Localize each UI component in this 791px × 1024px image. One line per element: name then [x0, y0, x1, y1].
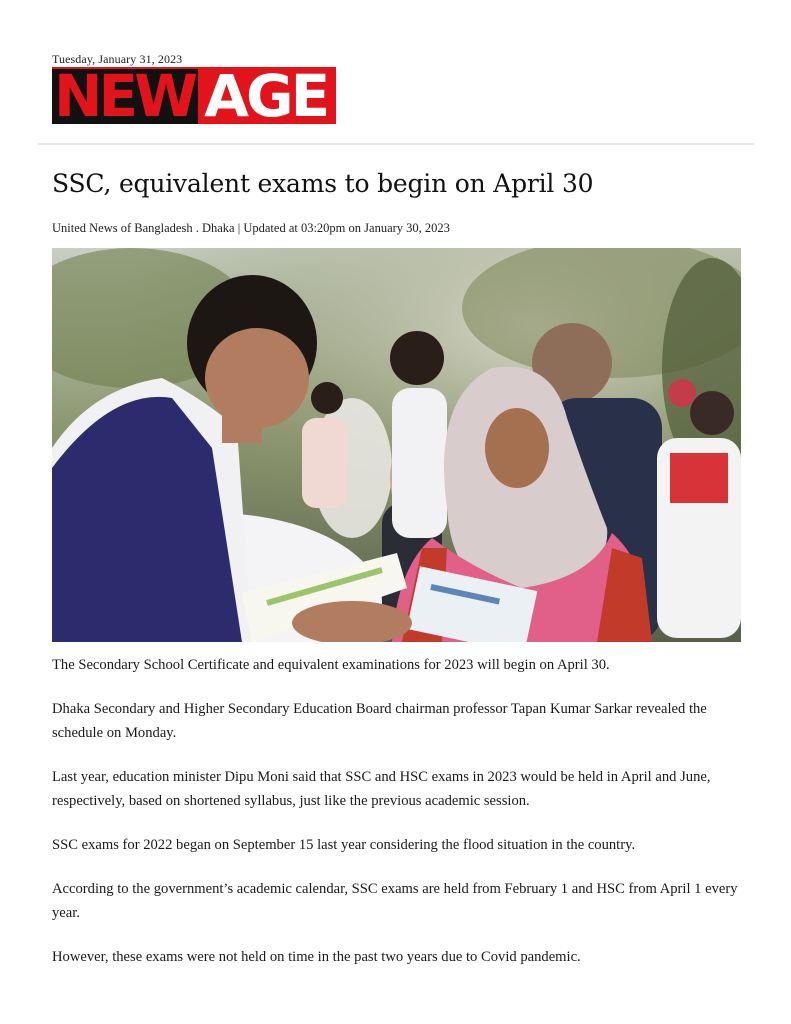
- header-divider: [38, 143, 754, 145]
- photo-illustration-icon: [52, 248, 741, 642]
- logo-new-text: NEW: [52, 69, 198, 124]
- article-paragraph: Dhaka Secondary and Higher Secondary Education Board chairman professor Tapan Kumar Sarkar revealed the schedule on Monday.: [52, 701, 707, 741]
- article-headline: SSC, equivalent exams to begin on April 30: [52, 169, 594, 198]
- logo-age-text: AGE: [204, 67, 328, 124]
- newage-logo[interactable]: [52, 67, 336, 124]
- article-paragraph: SSC exams for 2022 began on September 15 last year considering the flood situation in the country.: [52, 837, 636, 853]
- article-paragraph: The Secondary School Certificate and equivalent examinations for 2023 will begin on April 30.: [52, 657, 610, 673]
- article-byline: United News of Bangladesh . Dhaka | Updated at 03:20pm on January 30, 2023: [52, 221, 450, 235]
- article-body: [52, 653, 742, 989]
- article-paragraph: According to the government’s academic calendar, SSC exams are held from February 1 and HSC from April 1 every year.: [52, 881, 738, 921]
- article-paragraph: Last year, education minister Dipu Moni said that SSC and HSC exams in 2023 would be held in April and June, respectively, based on shortened syllabus, just like the previous academic session.: [52, 769, 711, 809]
- article-photo: [52, 248, 741, 642]
- article-paragraph: However, these exams were not held on time in the past two years due to Covid pandemic.: [52, 949, 581, 965]
- date-line: Tuesday, January 31, 2023: [52, 52, 183, 66]
